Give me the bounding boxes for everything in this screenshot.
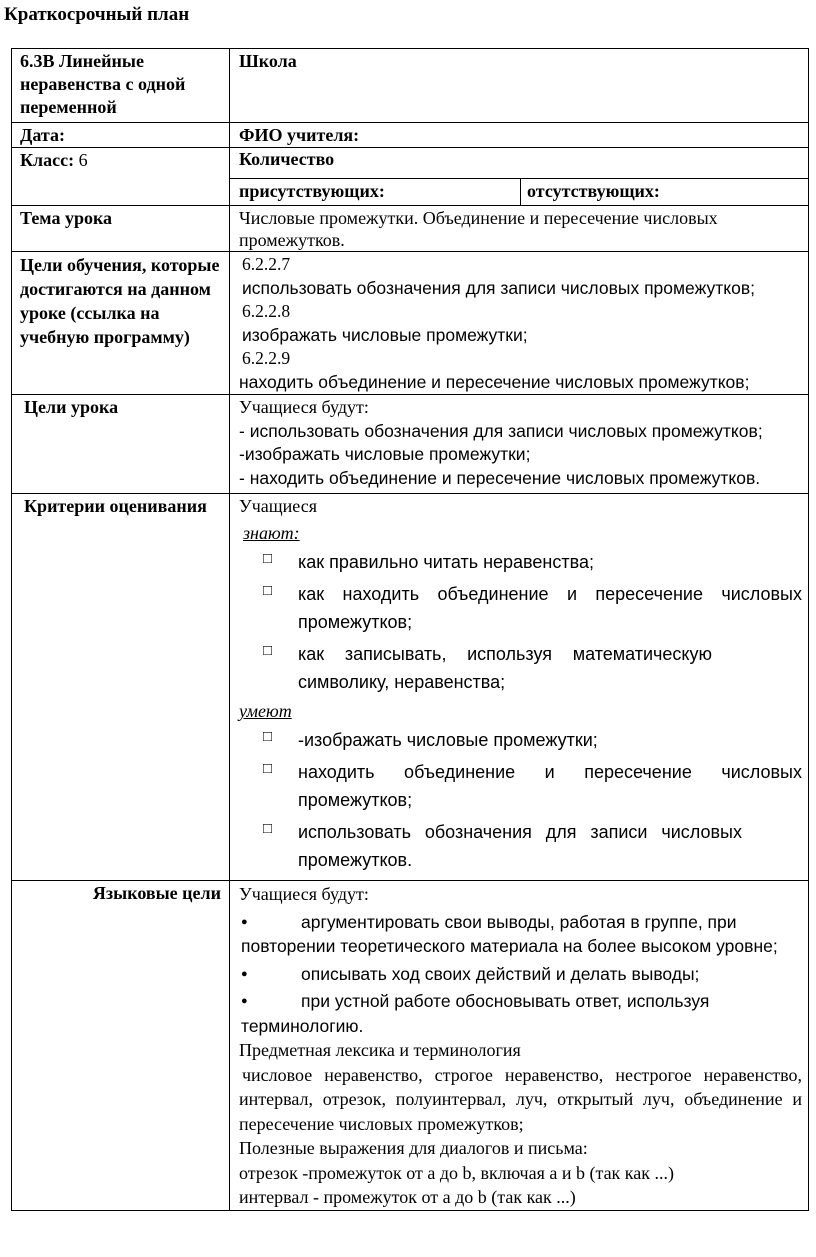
unit-label: 6.3В Линейные неравенства с одной переменной: [12, 49, 230, 123]
class-label: Класс:: [20, 150, 75, 170]
criteria-label: Критерии оценивания: [12, 494, 230, 881]
checkbox-icon: □: [263, 642, 273, 659]
goal-text: использовать обозначения для записи числовых промежутков;: [242, 277, 755, 298]
checkbox-icon: □: [263, 582, 273, 599]
goal-code: 6.2.2.8: [242, 301, 291, 321]
teacher-label: ФИО учителя:: [230, 123, 809, 148]
language-bullet: ● описывать ход своих действий и делать выводы;: [239, 962, 802, 987]
absent-label: отсутствующих:: [527, 181, 660, 201]
date-row: [12, 123, 809, 148]
school-label: Школа: [230, 49, 809, 123]
criteria-intro: Учащиеся: [239, 496, 317, 516]
unit-row: [12, 49, 809, 123]
goal-code: 6.2.2.7: [242, 254, 291, 274]
language-bullet: ● аргументировать свои выводы, работая в группе, при повторении теоретического материала на более высоком уровне;: [239, 910, 802, 959]
goals-label: Цели обучения, которые достигаются на данном уроке (ссылка на учебную программу): [12, 252, 230, 395]
goal-code: 6.2.2.9: [242, 348, 291, 368]
language-content: [230, 881, 809, 1211]
criteria-item: □ как записывать, используя математическую символику, неравенства;: [239, 640, 802, 696]
phrase-item: отрезок -промежуток от a до b, включая a и b (так как ...): [239, 1162, 675, 1183]
criteria-row: [12, 494, 809, 881]
lesson-goals-row: [12, 395, 809, 494]
criteria-item: □ как находить объединение и пересечение числовых промежутков;: [239, 580, 802, 636]
topic-value: Числовые промежутки. Объединение и пересечение числовых промежутков.: [230, 206, 809, 252]
bullet-icon: ●: [241, 995, 248, 1007]
checkbox-icon: □: [263, 760, 273, 777]
date-label: Дата:: [12, 123, 230, 148]
know-label: знают:: [243, 523, 300, 543]
lesson-goals-list: [230, 395, 809, 494]
lesson-goal-item: -изображать числовые промежутки;: [239, 444, 531, 464]
bullet-icon: ●: [241, 915, 248, 928]
checkbox-icon: □: [263, 550, 273, 567]
lesson-goals-intro: Учащиеся будут:: [239, 397, 369, 417]
phrases-title: Полезные выражения для диалогов и письма:: [239, 1138, 588, 1158]
language-label: Языковые цели: [12, 881, 230, 1211]
lesson-goal-item: - использовать обозначения для записи числовых промежутков;: [239, 420, 763, 441]
language-bullet: ● при устной работе обосновывать ответ, используя терминологию.: [239, 989, 802, 1038]
class-row: [12, 148, 809, 206]
page-title: Краткосрочный план: [4, 4, 190, 25]
goal-text: изображать числовые промежутки;: [242, 324, 528, 345]
goals-list: [230, 252, 809, 395]
vocab-text: числовое неравенство, строгое неравенство, нестрогое неравенство, интервал, отрезок, полуинтервал, луч, открытый луч, объединение и пересечение числовых промежутков;: [239, 1064, 802, 1134]
present-label: присутствующих:: [230, 179, 521, 205]
criteria-item: □ -изображать числовые промежутки;: [239, 726, 802, 754]
class-cell: [12, 148, 230, 206]
phrase-item: интервал - промежуток от a до b (так как ...): [239, 1187, 576, 1207]
lesson-plan-table: [11, 48, 809, 1211]
can-label: умеют: [239, 701, 292, 721]
criteria-content: [230, 494, 809, 881]
checkbox-icon: □: [263, 728, 273, 745]
lesson-goals-label: Цели урока: [12, 395, 230, 494]
topic-label: Тема урока: [12, 206, 230, 252]
goal-text: находить объединение и пересечение числовых промежутков;: [239, 371, 750, 392]
criteria-item: □ использовать обозначения для записи числовых промежутков.: [239, 818, 802, 874]
language-intro: Учащиеся будут:: [239, 884, 369, 904]
topic-row: [12, 206, 809, 252]
class-value: 6: [78, 150, 88, 170]
goals-row: [12, 252, 809, 395]
attendance-cell: [230, 148, 809, 206]
vocab-title: Предметная лексика и терминология: [239, 1040, 521, 1060]
bullet-icon: ●: [241, 967, 248, 980]
language-row: [12, 881, 809, 1211]
criteria-item: □ как правильно читать неравенства;: [239, 548, 802, 576]
count-label: Количество: [230, 148, 808, 179]
criteria-item: □ находить объединение и пересечение числовых промежутков;: [239, 758, 802, 814]
lesson-goal-item: - находить объединение и пересечение числовых промежутков.: [239, 467, 761, 488]
checkbox-icon: □: [263, 820, 273, 837]
